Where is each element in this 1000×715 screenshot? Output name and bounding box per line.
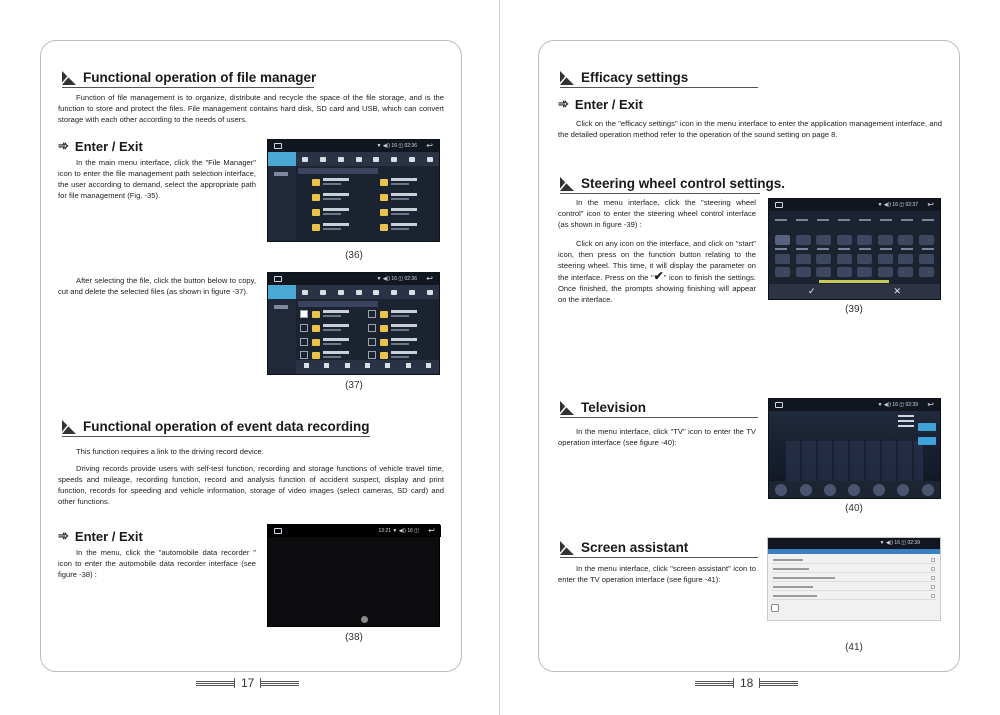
- status-bar: [768, 538, 940, 549]
- section-heading-screen-assistant: [560, 540, 688, 555]
- file-manager-toolbar: [268, 285, 439, 299]
- heading-mark-icon: [62, 71, 78, 85]
- heading-underline: [560, 417, 758, 418]
- status-text: ▼ ◀)) 16 ◫ 02:39: [879, 540, 920, 546]
- section-heading-television: [560, 400, 646, 415]
- page-footer: [196, 676, 299, 690]
- subheading-text: Enter / Exit: [574, 96, 643, 112]
- setting-row: [772, 556, 936, 564]
- finish-prompt: [819, 280, 889, 283]
- status-bar: [769, 199, 940, 211]
- settings-header: [768, 549, 940, 554]
- back-icon: ↩: [426, 141, 433, 150]
- television-text: In the menu interface, click "TV" icon to enter the TV operation interface (see figure -40):: [558, 427, 756, 447]
- screen-assistant-text: In the menu interface, click "screen assistant" icon to enter the TV operation interface (see figure -41):: [558, 564, 756, 584]
- section-heading-file-manager: [62, 70, 316, 85]
- status-bar: [769, 399, 940, 411]
- tv-background-floor: [786, 441, 923, 481]
- status-bar: [268, 525, 441, 537]
- subheading-enter-exit-efficacy: [558, 96, 643, 112]
- heading-underline: [560, 87, 758, 88]
- subheading-enter-exit-1: [58, 138, 143, 154]
- subheading-text: Enter / Exit: [74, 138, 143, 154]
- figure-39-caption: (39): [845, 304, 863, 315]
- figure-41-caption: (41): [845, 642, 863, 653]
- assistant-float-icon: [771, 604, 779, 612]
- page-number: 17: [241, 676, 255, 690]
- back-icon: ↩: [927, 400, 934, 409]
- home-icon: [274, 143, 282, 149]
- section-heading-efficacy: [560, 70, 688, 85]
- figure-36-caption: (36): [345, 250, 363, 261]
- heading-mark-icon: [560, 401, 576, 415]
- heading-mark-icon: [62, 420, 78, 434]
- heading-underline: [62, 87, 314, 88]
- folder-item: [380, 177, 430, 188]
- heading-underline: [560, 193, 760, 194]
- status-text: ▼ ◀)) 16 ◫ 02:36: [376, 143, 417, 149]
- folder-item: [380, 207, 430, 218]
- check-glyph-icon: ✔: [653, 269, 664, 283]
- page-number: 18: [740, 676, 754, 690]
- record-dot-icon: [361, 616, 368, 623]
- folder-item: [380, 222, 430, 233]
- folder-item: [380, 323, 430, 334]
- figure-36-file-manager-screenshot: [267, 139, 440, 242]
- folder-item: [380, 192, 430, 203]
- figure-37-caption: (37): [345, 380, 363, 391]
- folder-item: [312, 337, 362, 348]
- subheading-enter-exit-2: [58, 528, 143, 544]
- cancel-icon: ✕: [893, 286, 902, 296]
- subheading-text: Enter / Exit: [74, 528, 143, 544]
- folder-item-selected: [312, 309, 362, 320]
- file-manager-sidebar: [268, 299, 296, 374]
- heading-text: Functional operation of event data recording: [83, 419, 370, 434]
- heading-mark-icon: [560, 71, 576, 85]
- heading-mark-icon: [560, 177, 576, 191]
- status-text: ▼ ◀)) 16 ◫ 02:39: [877, 402, 918, 408]
- status-bar: [268, 140, 439, 152]
- figure-39-steering-wheel-screenshot: [768, 198, 941, 300]
- page-18: [500, 0, 1000, 715]
- heading-underline: [62, 436, 370, 437]
- status-text: ▼ ◀)) 16 ◫ 02:36: [376, 276, 417, 282]
- home-icon: [274, 528, 282, 534]
- heading-text: Television: [581, 400, 647, 415]
- setting-row: [772, 565, 936, 573]
- figure-38-caption: (38): [345, 632, 363, 643]
- file-manager-toolbar: [268, 152, 439, 166]
- folder-item: [312, 192, 362, 203]
- steering-key-row: [775, 235, 934, 245]
- page-footer: [695, 676, 798, 690]
- steering-key-row: [775, 254, 934, 264]
- setting-row: [772, 592, 936, 600]
- file-action-toolbar: [296, 360, 439, 374]
- heading-text: Functional operation of file manager: [83, 70, 317, 85]
- folder-item: [312, 222, 362, 233]
- current-path: [298, 301, 378, 307]
- figure-41-screen-assistant-screenshot: [767, 537, 941, 621]
- confirm-bar: [769, 284, 940, 299]
- home-icon: [274, 276, 282, 282]
- section-heading-steering: [560, 176, 785, 191]
- folder-item: [380, 337, 430, 348]
- enter-exit-1-text: In the main menu interface, click the "File Manager" icon to enter the file management path selection interface, the user according to demand, select the appropriate path for file management (Fig. -35).: [58, 158, 256, 200]
- enter-exit-2-text: In the menu, click the "automobile data recorder " icon to enter the automobile data recorder interface (see figure -38) :: [58, 548, 256, 579]
- setting-row: [772, 574, 936, 582]
- folder-item: [312, 207, 362, 218]
- back-icon: ↩: [426, 274, 433, 283]
- heading-mark-icon: [560, 541, 576, 555]
- folder-item: [312, 323, 362, 334]
- figure-38-data-recorder-screenshot: [267, 524, 440, 627]
- home-icon: [775, 402, 783, 408]
- figure-40-tv-screenshot: [768, 398, 941, 499]
- status-text: ▼ ◀)) 16 ◫ 02:37: [877, 202, 918, 208]
- steering-key-row: [775, 267, 934, 277]
- select-files-text: After selecting the file, click the button below to copy, cut and delete the selected files (as shown in figure -37).: [58, 276, 256, 296]
- arrow-icon: ➾: [58, 138, 67, 153]
- section-heading-event-data-recording: [62, 419, 370, 434]
- heading-text: Steering wheel control settings.: [581, 176, 786, 191]
- arrow-icon: ➾: [58, 528, 67, 543]
- setting-row: [772, 583, 936, 591]
- figure-40-caption: (40): [845, 503, 863, 514]
- heading-underline: [560, 557, 758, 558]
- heading-text: Efficacy settings: [581, 70, 689, 85]
- event-recording-p1: This function requires a link to the driving record device.: [76, 447, 264, 456]
- storage-tab: [268, 152, 296, 166]
- status-bar: [268, 273, 439, 285]
- folder-item: [312, 177, 362, 188]
- steering-p2: Click on any icon on the interface, and click on "start" icon, then press on the function button relating to the steering wheel. This time, it will display the parameter on the interface. Press on the "✔" icon to finish the settings. Once finished, the prompts showing finishing will appear on the interface.: [558, 239, 756, 304]
- file-manager-intro: Function of file management is to organize, distribute and recycle the space of the file storage, and is the function to store and protect the files. File management contains hard disk, SD card and USB, which can convert storage with each other according to the needs of users.: [58, 93, 444, 124]
- back-icon: ↩: [927, 200, 934, 209]
- tv-side-button: [918, 423, 936, 431]
- steering-p1: In the menu interface, click the "steering wheel control" icon to enter the steering wheel control interface (as shown in figure -39) :: [558, 198, 756, 229]
- home-icon: [775, 202, 783, 208]
- event-recording-p2: Driving records provide users with self-test function, recording and storage functions of vehicle travel time, speeds and mileage, recording function, record and analysis function of accident suspect, display and print function, records for speeding and vehicle information, storage of video images (select cameras, SD card) and other functions.: [58, 464, 444, 506]
- arrow-icon: ➾: [558, 96, 567, 111]
- file-manager-sidebar: [268, 166, 296, 241]
- figure-37-file-selection-screenshot: [267, 272, 440, 375]
- confirm-icon: ✓: [807, 286, 816, 296]
- tv-side-button: [918, 437, 936, 445]
- efficacy-text: Click on the "efficacy settings" icon in the menu interface to enter the application management interface, and the detailed operation method refer to the operation of the sound setting on page 8.: [558, 119, 942, 139]
- back-icon: ↩: [428, 526, 435, 535]
- storage-tab: [268, 285, 296, 299]
- tv-control-bar: [769, 481, 940, 498]
- folder-item: [380, 309, 430, 320]
- current-path: [298, 168, 378, 174]
- heading-text: Screen assistant: [581, 540, 689, 555]
- status-text: 13:21 ▼ ◀)) 16 ◫: [378, 528, 419, 534]
